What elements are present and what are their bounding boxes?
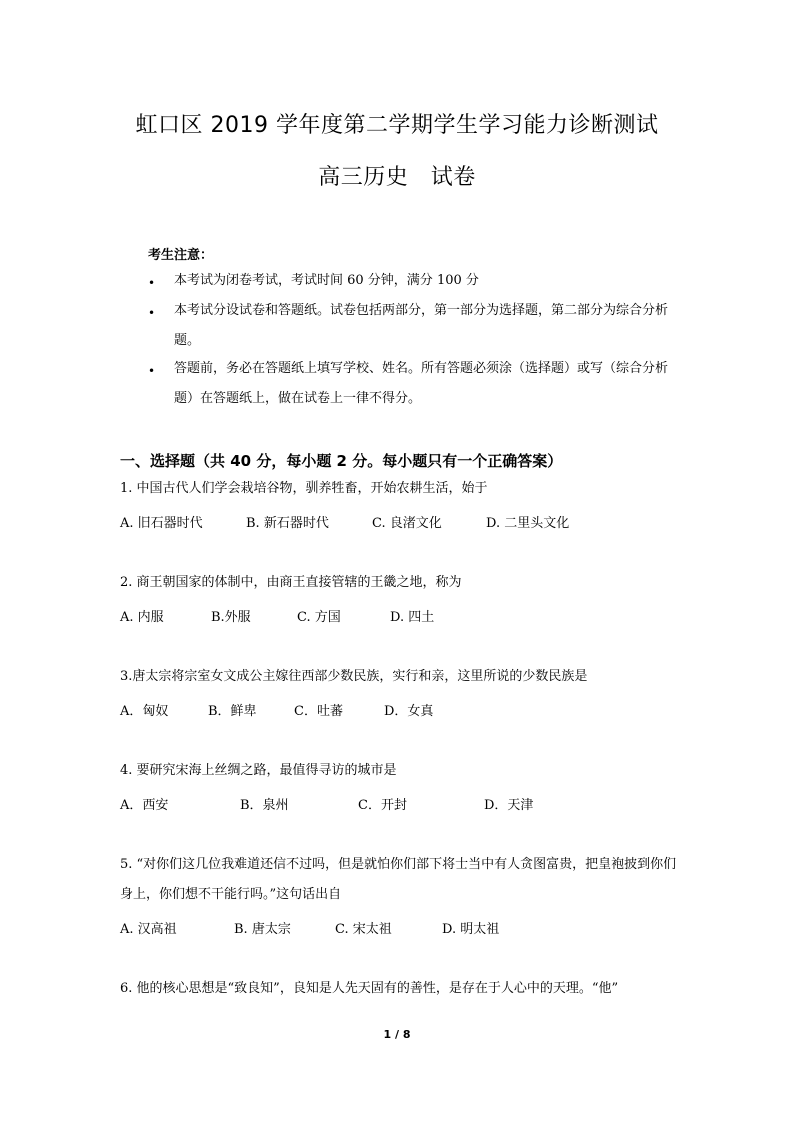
question-stem: 1. 中国古代人们学会栽培谷物，驯养牲畜，开始农耕生活，始于 (120, 481, 488, 496)
answer-option: C．开封 (358, 798, 407, 813)
answer-option: B．鲜卑 (208, 704, 257, 719)
answer-option: A．匈奴 (120, 704, 169, 719)
answer-option: C. 方国 (297, 610, 341, 625)
answer-option: D. 二里头文化 (486, 516, 570, 531)
notice-item: 本考试为闭卷考试，考试时间 60 分钟，满分 100 分 (174, 273, 479, 288)
notice-heading: 考生注意： (148, 248, 214, 263)
answer-option: B．泉州 (240, 798, 289, 813)
exam-subtitle: 高三历史 试卷 (318, 165, 476, 190)
answer-option: B. 新石器时代 (246, 516, 329, 531)
question-stem: 4. 要研究宋海上丝绸之路，最值得寻访的城市是 (120, 763, 397, 778)
answer-option: A. 旧石器时代 (120, 516, 203, 531)
answer-option: C. 良渚文化 (372, 516, 442, 531)
notice-item: 答题前，务必在答题纸上填写学校、姓名。所有答题必须涂（选择题）或写（综合分析题）在答题纸上，做在试卷上一律不得分。 (174, 361, 669, 406)
notice-item: 本考试分设试卷和答题纸。试卷包括两部分，第一部分为选择题，第二部分为综合分析题。 (174, 303, 669, 348)
bullet-icon: • (148, 276, 156, 290)
answer-option: A. 汉高祖 (120, 922, 177, 937)
question-stem: 5. “对你们这几位我难道还信不过吗，但是就怕你们部下将士当中有人贪图富贵，把皇袍披到你们身上，你们想不干能行吗。”这句话出自 (120, 857, 677, 902)
answer-option: B.外服 (211, 610, 251, 625)
bullet-icon: • (148, 306, 156, 320)
question-stem: 2. 商王朝国家的体制中，由商王直接管辖的王畿之地，称为 (120, 575, 462, 590)
answer-option: A. 内服 (120, 610, 164, 625)
page-number: 1 / 8 (383, 1028, 411, 1041)
bullet-icon: • (148, 364, 156, 378)
exam-title: 虹口区 2019 学年度第二学期学生学习能力诊断测试 (135, 113, 659, 138)
answer-option: C．吐蕃 (294, 704, 343, 719)
question-stem: 3.唐太宗将宗室女文成公主嫁往西部少数民族，实行和亲，这里所说的少数民族是 (120, 669, 588, 684)
answer-option: A．西安 (120, 798, 169, 813)
question-stem: 6. 他的核心思想是“致良知”，良知是人先天固有的善性，是存在于人心中的天理。“他” (120, 981, 619, 996)
answer-option: D．女真 (384, 704, 434, 719)
section-title: 一、选择题（共 40 分，每小题 2 分。每小题只有一个正确答案） (120, 452, 563, 470)
answer-option: D. 明太祖 (442, 922, 500, 937)
answer-option: D．天津 (484, 798, 534, 813)
answer-option: C. 宋太祖 (335, 922, 392, 937)
answer-option: D. 四土 (390, 610, 435, 625)
answer-option: B. 唐太宗 (234, 922, 291, 937)
